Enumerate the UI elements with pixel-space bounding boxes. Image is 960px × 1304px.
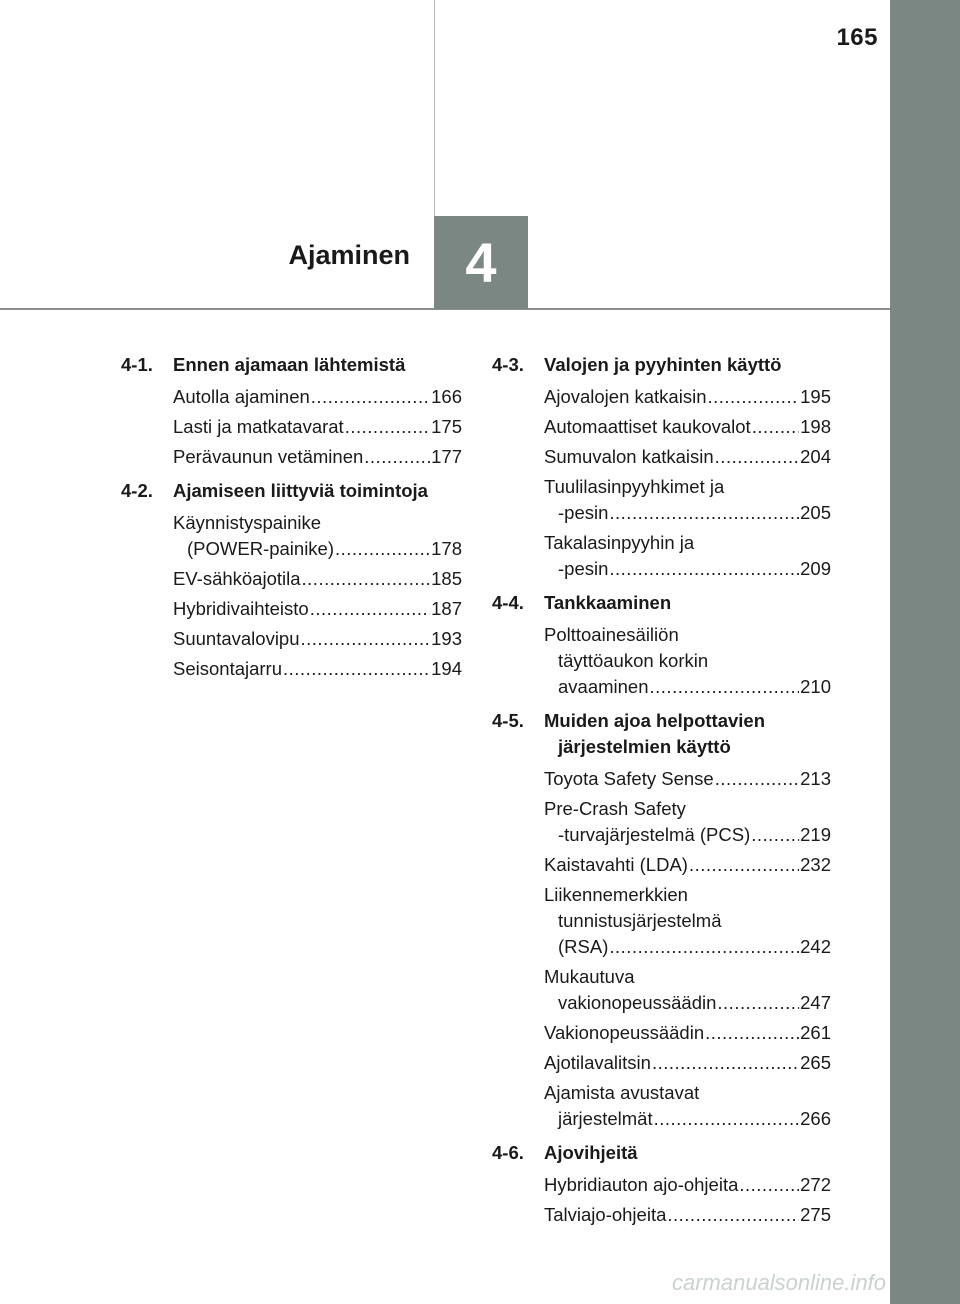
- dot-leader: [609, 500, 799, 526]
- toc-entry[interactable]: [173, 596, 462, 622]
- chapter-side-tab: [890, 0, 960, 1304]
- toc-entry[interactable]: [544, 1020, 831, 1046]
- dot-leader: [283, 656, 430, 682]
- toc-entry[interactable]: [544, 622, 831, 700]
- entry-leader-row: [173, 626, 462, 652]
- entry-leader-row: [173, 566, 462, 592]
- entry-title: avaaminen: [558, 676, 649, 697]
- section-number: 4-1.: [121, 354, 153, 375]
- entry-title-line: Mukautuva: [544, 966, 635, 987]
- entry-title-line: Polttoainesäiliön: [544, 624, 679, 645]
- entry-page-number: 175: [431, 416, 462, 437]
- toc-entry[interactable]: [544, 882, 831, 960]
- section-title: Ajamiseen liittyviä toimintoja: [173, 480, 428, 501]
- toc-right-column: [492, 352, 831, 1236]
- toc-entry[interactable]: [173, 656, 462, 682]
- entry-page-number: 242: [800, 936, 831, 957]
- entry-leader-row: [173, 444, 462, 470]
- section-title: Ennen ajamaan lähtemistä: [173, 354, 406, 375]
- entry-leader-row: [544, 444, 831, 470]
- dot-leader: [715, 766, 799, 792]
- entry-leader-row: [544, 1020, 831, 1046]
- entry-title-line: täyttöaukon korkin: [558, 650, 709, 671]
- toc-entry-list: [492, 766, 831, 1132]
- dot-leader: [707, 384, 799, 410]
- entry-leader-row: [544, 1106, 831, 1132]
- toc-entry-list: [121, 384, 462, 470]
- entry-leader-row: [544, 1202, 831, 1228]
- entry-leader-row: [173, 384, 462, 410]
- dot-leader: [715, 444, 799, 470]
- dot-leader: [652, 1050, 799, 1076]
- entry-title-line: Ajamista avustavat: [544, 1082, 700, 1103]
- entry-title: -pesin: [558, 558, 609, 579]
- entry-page-number: 193: [431, 628, 462, 649]
- entry-leader-row: [173, 656, 462, 682]
- toc-entry[interactable]: [544, 852, 831, 878]
- dot-leader: [302, 566, 431, 592]
- entry-leader-row: [544, 852, 831, 878]
- entry-page-number: 194: [431, 658, 462, 679]
- header-divider-vertical: [434, 0, 435, 216]
- toc-entry[interactable]: [544, 964, 831, 1016]
- toc-entry-list: [492, 384, 831, 582]
- entry-page-number: 198: [800, 416, 831, 437]
- toc-entry-list: [121, 510, 462, 682]
- dot-leader: [345, 414, 430, 440]
- entry-title-line: Takalasinpyyhin ja: [544, 532, 695, 553]
- toc-entry[interactable]: [173, 414, 462, 440]
- entry-title: vakionopeussäädin: [558, 992, 717, 1013]
- entry-title: Sumuvalon katkaisin: [544, 446, 714, 467]
- dot-leader: [752, 414, 799, 440]
- toc-entry[interactable]: [173, 510, 462, 562]
- toc-entry[interactable]: [173, 626, 462, 652]
- entry-leader-row: [544, 384, 831, 410]
- entry-leader-row: [544, 1050, 831, 1076]
- toc-entry[interactable]: [544, 474, 831, 526]
- entry-title: -pesin: [558, 502, 609, 523]
- entry-title: Ajotilavalitsin: [544, 1052, 651, 1073]
- section-number: 4-5.: [492, 710, 524, 731]
- toc-entry[interactable]: [544, 1050, 831, 1076]
- section-number: 4-6.: [492, 1142, 524, 1163]
- entry-title-line: Tuulilasinpyyhkimet ja: [544, 476, 725, 497]
- section-number: 4-4.: [492, 592, 524, 613]
- entry-title: Autolla ajaminen: [173, 386, 310, 407]
- entry-page-number: 166: [431, 386, 462, 407]
- entry-page-number: 247: [800, 992, 831, 1013]
- toc-entry[interactable]: [544, 384, 831, 410]
- entry-title: (RSA): [558, 936, 609, 957]
- dot-leader: [310, 596, 430, 622]
- chapter-number-box: 4: [434, 216, 528, 309]
- entry-page-number: 178: [431, 538, 462, 559]
- toc-entry-list: [492, 622, 831, 700]
- section-title: Ajovihjeitä: [544, 1142, 638, 1163]
- toc-section-heading[interactable]: [121, 478, 462, 504]
- dot-leader: [335, 536, 430, 562]
- entry-page-number: 205: [800, 502, 831, 523]
- watermark: carmanualsonline.info: [671, 1270, 886, 1295]
- entry-page-number: 266: [800, 1108, 831, 1129]
- entry-title: Hybridiauton ajo-ohjeita: [544, 1174, 739, 1195]
- toc-entry[interactable]: [544, 1172, 831, 1198]
- entry-title: Talviajo-ohjeita: [544, 1204, 667, 1225]
- dot-leader: [650, 674, 800, 700]
- entry-title: Hybridivaihteisto: [173, 598, 309, 619]
- chapter-title: Ajaminen: [288, 240, 410, 270]
- dot-leader: [609, 934, 799, 960]
- toc-section-heading[interactable]: [492, 708, 831, 760]
- dot-leader: [689, 852, 799, 878]
- entry-leader-row: [544, 674, 831, 700]
- dot-leader: [654, 1106, 800, 1132]
- entry-page-number: 204: [800, 446, 831, 467]
- section-number: 4-2.: [121, 480, 153, 501]
- dot-leader: [301, 626, 431, 652]
- toc-entry[interactable]: [173, 566, 462, 592]
- entry-leader-row: [173, 596, 462, 622]
- entry-leader-row: [544, 500, 831, 526]
- entry-title: (POWER-painike): [187, 538, 334, 559]
- entry-leader-row: [544, 1172, 831, 1198]
- entry-title: Seisontajarru: [173, 658, 283, 679]
- toc-entry[interactable]: [544, 796, 831, 848]
- toc-section-heading[interactable]: [121, 352, 462, 378]
- toc-section-heading[interactable]: [492, 1140, 831, 1166]
- entry-page-number: 209: [800, 558, 831, 579]
- entry-title-line: tunnistusjärjestelmä: [558, 910, 722, 931]
- entry-title: Toyota Safety Sense: [544, 768, 714, 789]
- entry-title: Suuntavalovipu: [173, 628, 300, 649]
- entry-title-line: Liikennemerkkien: [544, 884, 688, 905]
- page-number: 165: [836, 24, 878, 51]
- entry-page-number: 265: [800, 1052, 831, 1073]
- entry-page-number: 219: [800, 824, 831, 845]
- dot-leader: [717, 990, 799, 1016]
- entry-title: -turvajärjestelmä (PCS): [558, 824, 751, 845]
- entry-page-number: 195: [800, 386, 831, 407]
- section-number: 4-3.: [492, 354, 524, 375]
- entry-title: Vakionopeussäädin: [544, 1022, 705, 1043]
- toc-left-column: [121, 352, 462, 690]
- dot-leader: [751, 822, 799, 848]
- toc-section-heading[interactable]: [492, 352, 831, 378]
- entry-page-number: 185: [431, 568, 462, 589]
- entry-title: Automaattiset kaukovalot: [544, 416, 751, 437]
- toc-entry[interactable]: [173, 384, 462, 410]
- toc-section-heading[interactable]: [492, 590, 831, 616]
- toc-entry[interactable]: [544, 766, 831, 792]
- toc-entry[interactable]: [544, 414, 831, 440]
- entry-title: Perävaunun vetäminen: [173, 446, 364, 467]
- entry-page-number: 177: [431, 446, 462, 467]
- entry-leader-row: [544, 990, 831, 1016]
- entry-leader-row: [173, 414, 462, 440]
- dot-leader: [311, 384, 430, 410]
- entry-page-number: 275: [800, 1204, 831, 1225]
- section-title: Valojen ja pyyhinten käyttö: [544, 354, 782, 375]
- entry-leader-row: [173, 536, 462, 562]
- dot-leader: [609, 556, 799, 582]
- entry-title: Lasti ja matkatavarat: [173, 416, 344, 437]
- toc-entry[interactable]: [544, 530, 831, 582]
- dot-leader: [705, 1020, 799, 1046]
- entry-leader-row: [544, 414, 831, 440]
- section-title: Muiden ajoa helpottavien järjestelmien käyttö: [544, 710, 765, 757]
- entry-leader-row: [544, 766, 831, 792]
- entry-page-number: 232: [800, 854, 831, 875]
- toc-entry[interactable]: [173, 444, 462, 470]
- dot-leader: [739, 1172, 799, 1198]
- toc-entry[interactable]: [544, 1202, 831, 1228]
- entry-title: EV-sähköajotila: [173, 568, 301, 589]
- toc-entry[interactable]: [544, 1080, 831, 1132]
- entry-title: Kaistavahti (LDA): [544, 854, 688, 875]
- entry-page-number: 272: [800, 1174, 831, 1195]
- entry-page-number: 210: [800, 676, 831, 697]
- toc-entry[interactable]: [544, 444, 831, 470]
- entry-page-number: 187: [431, 598, 462, 619]
- entry-title-line: Käynnistyspainike: [173, 512, 322, 533]
- entry-leader-row: [544, 822, 831, 848]
- toc-entry-list: [492, 1172, 831, 1228]
- entry-leader-row: [544, 556, 831, 582]
- entry-leader-row: [544, 934, 831, 960]
- entry-title: järjestelmät: [558, 1108, 653, 1129]
- entry-title: Ajovalojen katkaisin: [544, 386, 707, 407]
- entry-page-number: 213: [800, 768, 831, 789]
- section-title: Tankkaaminen: [544, 592, 672, 613]
- dot-leader: [667, 1202, 799, 1228]
- entry-page-number: 261: [800, 1022, 831, 1043]
- entry-title-line: Pre-Crash Safety: [544, 798, 686, 819]
- dot-leader: [364, 444, 430, 470]
